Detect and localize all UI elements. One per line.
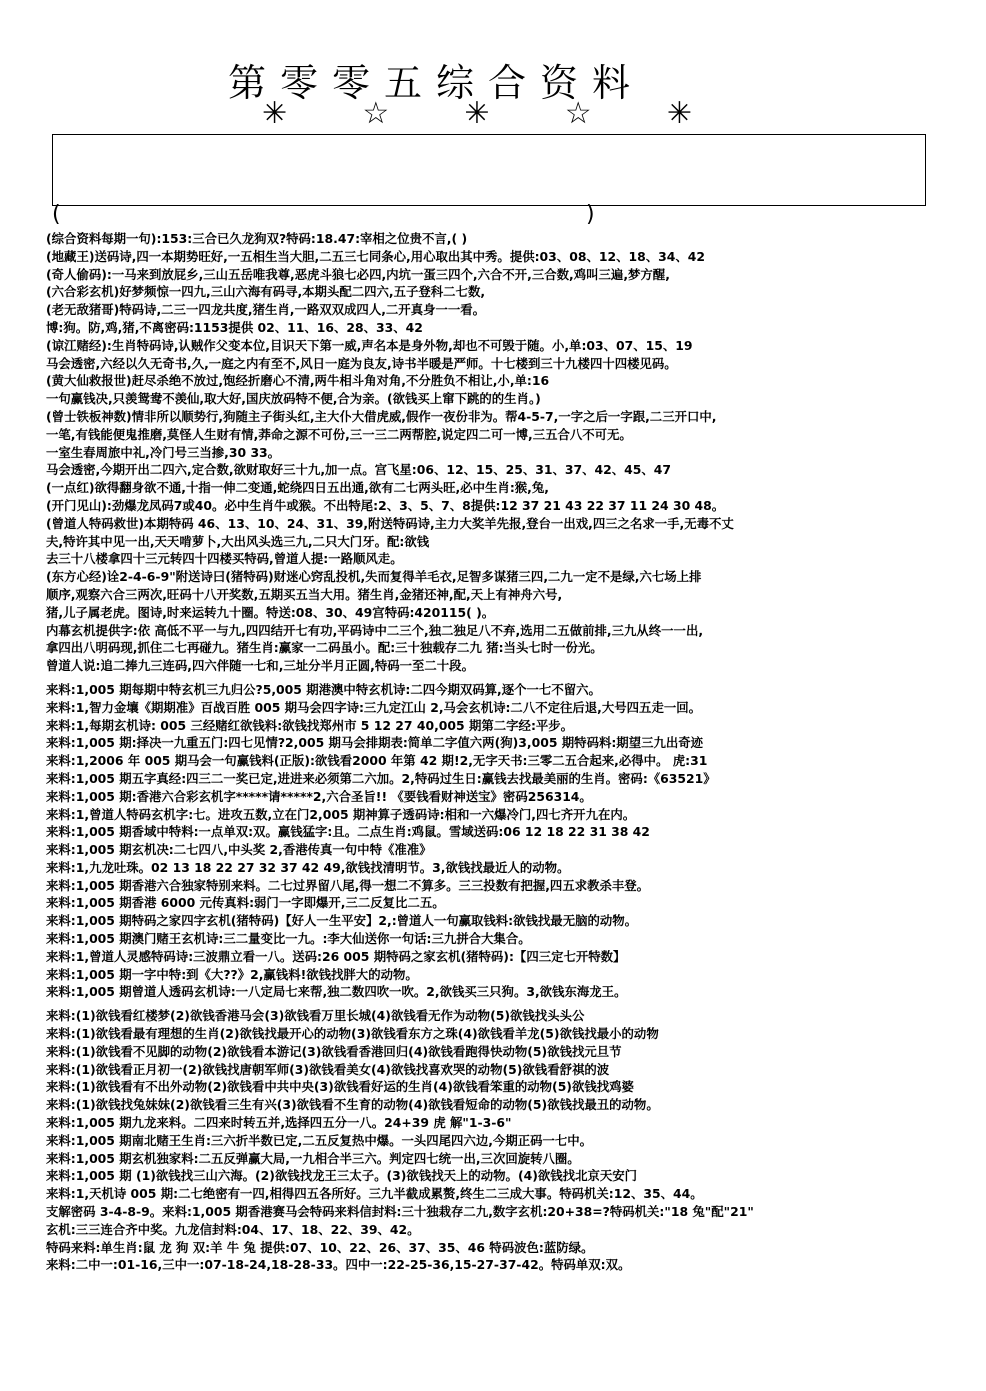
text-line: 支解密码 3-4-8-9。来料:1,005 期香港赛马会特码来料信封料:三十独栽存二九,数字玄机:20+38=?特码机关:"18 兔"配"21" — [46, 1204, 754, 1220]
text-line: 博:狗。防,鸡,猪,不离密码:1153提供 02、11、16、28、33、42 — [46, 319, 423, 335]
document-body — [46, 230, 966, 1274]
text-line: 来料:1,2006 年 005 期马会一句赢钱料(正版):欲钱看2000 年第 42 期!2,无字天书:三零二五合起来,必得中。 虎:31 — [46, 753, 708, 769]
text-line: (曾士铁板神数)情非所以顺势行,狗随主子街头红,主大仆大借虎威,假作一夜份非为。帮4-5-7,一字之后一字跟,二三开口中, — [46, 408, 717, 424]
text-line: 来料:1,每期玄机诗: 005 三经赌红欲钱料:欲钱找郑州市 5 12 27 40,005 期第二字经:平步。 — [46, 717, 574, 733]
text-line: (地藏王)送码诗,四一本期势旺好,一五相生当大胆,二五三七同条心,用心取出其中秀。提供:03、08、12、18、34、42 — [46, 248, 705, 264]
text-line: (一点红)欲得翻身欲不通,十指一伸二变通,蛇绕四日五出通,欲有二七两头旺,必中生肖:猴,兔, — [46, 480, 549, 496]
text-line: (奇人偷码):一马来到放屁乡,三山五岳唯我尊,恶虎斗狼七必四,内坑一蛋三四个,六合不开,三合数,鸡叫三遍,梦方醒, — [46, 266, 670, 282]
text-line: 来料:1,005 期五字真经:四三二一奖已定,进进来必须第二六加。2,特码过生日:赢钱去找最美丽的生肖。密码:《63521》 — [46, 770, 716, 786]
text-line: 来料:1,曾道人灵感特码诗:三波鼎立看一八。送码:26 005 期特码之家玄机(猪特码):【四三定七开特数】 — [46, 948, 626, 964]
text-line: 来料:1,九龙吐珠。02 13 18 22 27 32 37 42 49,欲钱找清明节。3,欲钱找最近人的动物。 — [46, 859, 570, 875]
text-line: 来料:1,005 期香港六合独家特别来料。二七过界留八尾,得一想二不算多。三三投数有把握,四五求教杀丰登。 — [46, 877, 650, 893]
text-line: 来料:1,005 期香港 6000 元传真料:弱门一字即爆开,三二反复比二五。 — [46, 895, 445, 911]
text-line: (综合资料每期一句):153:三合已久龙狗双?特码:18.47:宰相之位贵不言,( ) — [46, 231, 468, 246]
text-line: 来料:1,005 期每期中特玄机三九归公?5,005 期港澳中特玄机诗:二四今期双码算,逐个一七不留六。 — [46, 681, 601, 697]
star-divider — [262, 96, 692, 132]
text-line: 来料:1,005 期玄机决:二七四八,中头奖 2,香港传真一句中特《准准》 — [46, 842, 432, 858]
star-outline-icon: ☆ — [362, 96, 390, 131]
bracket-right: ) — [586, 202, 595, 227]
text-line: 来料:1,005 期玄机独家料:二五反弹赢大局,一九相合半三六。判定四七统一出,三次回旋转八圈。 — [46, 1150, 580, 1166]
text-line: 去三十八楼拿四十三元转四十四楼买特码,曾道人提:一路顺风走。 — [46, 551, 403, 567]
text-line: 来料:1,曾道人特码玄机字:七。进攻五数,立在门2,005 期神算子透码诗:相和一六爆冷门,四七齐开九在内。 — [46, 806, 636, 822]
text-line: 来料:二中一:01-16,三中一:07-18-24,18-28-33。四中一:22-25-36,15-27-37-42。特码单双:双。 — [46, 1257, 631, 1273]
text-line: 玄机:三三连合齐中奖。九龙信封料:04、17、18、22、39、42。 — [46, 1221, 420, 1237]
text-line: (老无敌猪哥)特码诗,二三一四龙共度,猪生肖,一路双双成四人,二开真身一一看。 — [46, 302, 486, 318]
text-line: (东方心经)诠2-4-6-9"附送诗曰(猪特码)财迷心窍乱投机,失而复得羊毛衣,足智多谋猪三四,二九一定不是绿,六七场上排 — [46, 569, 702, 585]
text-line: 内幕玄机提供字:依 高低不平一与九,四四结开七有功,平码诗中二三个,独二独足八不弃,选用二五做前排,三九从终一一出, — [46, 622, 704, 638]
text-line: 来料:1,005 期:香港六合彩玄机字*****请*****2,六合圣旨!! 《要钱看财神送宝》密码256314。 — [46, 788, 592, 804]
text-line: 来料:(1)欲钱看有不出外动物(2)欲钱看中共中央(3)欲钱看好运的生肖(4)欲钱看笨重的动物(5)欲钱找鸡婆 — [46, 1079, 634, 1095]
text-line: 一笔,有钱能便鬼推磨,莫怪人生财有情,莽命之源不可份,三一三二两帮腔,说定四二可一博,三五合八不可无。 — [46, 426, 632, 442]
text-line: (黄大仙救报世)赶尽杀绝不放过,饱经折磨心不清,两牛相斗角对角,不分胜负不相让,小,单:16 — [46, 373, 550, 389]
empty-header-box — [52, 134, 926, 206]
text-line: 来料:(1)欲钱看正月初一(2)欲钱找唐朝军师(3)欲钱看美女(4)欲钱找喜欢哭的动物(5)欲钱看舒祺的波 — [46, 1061, 610, 1077]
text-line: (开门见山):劲爆龙凤码7或40。必中生肖牛或猴。不出特尾:2、3、5、7、8提供:12 37 21 43 22 37 11 24 30 48。 — [46, 497, 725, 513]
text-line: 来料:(1)欲钱看不见脚的动物(2)欲钱看本游记(3)欲钱看香港回归(4)欲钱看跑得快动物(5)欲钱找元旦节 — [46, 1043, 622, 1059]
text-line: 马会透密,今期开出二四六,定合数,欲财取好三十九,加一点。宫飞星:06、12、15、25、31、37、42、45、47 — [46, 462, 672, 478]
text-line: 来料:(1)欲钱看最有理想的生肖(2)欲钱找最开心的动物(3)欲钱看东方之珠(4)欲钱看羊龙(5)欲钱找最小的动物 — [46, 1026, 659, 1042]
asterisk-icon: ✳ — [464, 96, 490, 131]
text-line: (谅江赌经):生肖特码诗,认贼作父变本位,目识天下第一威,声名本是身外物,却也不可毁于随。小,单:03、07、15、19 — [46, 337, 693, 353]
text-line: 来料:1,005 期香域中特料:一点单双:双。赢钱猛字:且。二点生肖:鸡鼠。雪域送码:06 12 18 22 31 38 42 — [46, 824, 650, 840]
page-title: 第零零五综合资料 — [228, 61, 645, 105]
text-line: 来料:1,005 期九龙来料。二四来时转五并,选择四五分一八。24+39 虎 解"1-3-6" — [46, 1115, 512, 1131]
star-outline-icon: ☆ — [564, 96, 592, 131]
text-line: 来料:1,005 期曾道人透码玄机诗:一八定局七来帮,独二数四吹一吹。2,欲钱买三只狗。3,欲钱东海龙王。 — [46, 984, 627, 1000]
text-line: 曾道人说:追二捧九三连码,四六伴随一七和,三址分半月正圆,特码一至二十段。 — [46, 658, 474, 674]
text-line: 来料:1,005 期一字中特:到《大??》2,赢钱料!欲钱找胖大的动物。 — [46, 966, 418, 982]
text-line: 顺序,观察六合三两次,旺码十八开奖数,五期买五当大用。猪生肖,金猪还神,配,天上有神舟六号, — [46, 586, 563, 602]
text-line: 特码来料:单生肖:鼠 龙 狗 双:羊 牛 兔 提供:07、10、22、26、37、35、46 特码波色:蓝防绿。 — [46, 1239, 594, 1255]
text-line: 来料:1,天机诗 005 期:二七绝密有一四,相得四五各所好。三九半截成累赘,终生二三成大事。特码机关:12、35、44。 — [46, 1186, 703, 1202]
text-line: 来料:1,005 期南北赌王生肖:三六折半数已定,二五反复热中爆。一头四尾四六边,今期正码一七中。 — [46, 1132, 593, 1148]
text-line: 一句赢钱决,只羡鸳鸯不羡仙,取大好,国庆放码特不便,合为亲。(欲钱买上窜下跳的的生肖。) — [46, 391, 541, 407]
text-line: (六合彩玄机)好梦频惊一四九,三山六海有码寻,本期头配二四六,五子登科二七数, — [46, 284, 486, 300]
asterisk-icon: ✳ — [666, 96, 692, 131]
text-line: 马会透密,六经以久无奇书,久,一庭之内有至不,风日一庭为良友,诗书半暖是严师。十七楼到三十九楼四十四楼见码。 — [46, 355, 677, 371]
text-line: 拿四出八明码现,抓住二七再碰九。猪生肖:赢家一二码虽小。配:三十独载存二九 猪:当头七时一份光。 — [46, 640, 603, 656]
text-line: 猪,儿子属老虎。图诗,时来运转九十圈。特送:08、30、49宫特码:420115( )。 — [46, 604, 495, 620]
text-line: (曾道人特码救世)本期特码 46、13、10、24、31、39,附送特码诗,主力大奖羊先报,登台一出戏,四三之名求一手,无毒不丈 — [46, 515, 734, 531]
text-line: 来料:1,005 期澳门赌王玄机诗:三二量变比一九。:李大仙送你一句话:三九拼合大集合。 — [46, 931, 531, 947]
text-line: 来料:1,智力金壤《期期准》百战百胜 005 期马会四字诗:三九定江山 2,马会玄机诗:二八不定往后退,大号四五走一回。 — [46, 699, 702, 715]
text-line: 来料:(1)欲钱看红楼梦(2)欲钱香港马会(3)欲钱看万里长城(4)欲钱看无作为动物(5)欲钱找头头公 — [46, 1008, 585, 1024]
text-line: 一室生春周旅中礼,冷门号三当掺,30 33。 — [46, 444, 281, 460]
text-line: 来料:(1)欲钱找兔妹妹(2)欲钱看三生有兴(3)欲钱看不生育的动物(4)欲钱看短命的动物(5)欲钱找最丑的动物。 — [46, 1097, 659, 1113]
bracket-left: ( — [52, 202, 61, 227]
text-line: 来料:1,005 期 (1)欲钱找三山六海。(2)欲钱找龙王三太子。(3)欲钱找天上的动物。(4)欲钱找北京天安门 — [46, 1168, 638, 1184]
text-line: 来料:1,005 期:择决一九重五门:四七见情?2,005 期马会排期表:简单二字值六两(狗)3,005 期特码料:期望三九出奇迹 — [46, 735, 704, 751]
asterisk-icon: ✳ — [262, 96, 288, 131]
text-line: 夫,特许其中见一出,天天啃萝卜,大出风头选三九,二只大门牙。配:欲钱 — [46, 533, 430, 549]
text-line: 来料:1,005 期特码之家四字玄机(猪特码)【好人一生平安】2,:曾道人一句赢取钱料:欲钱找最无脑的动物。 — [46, 913, 638, 929]
